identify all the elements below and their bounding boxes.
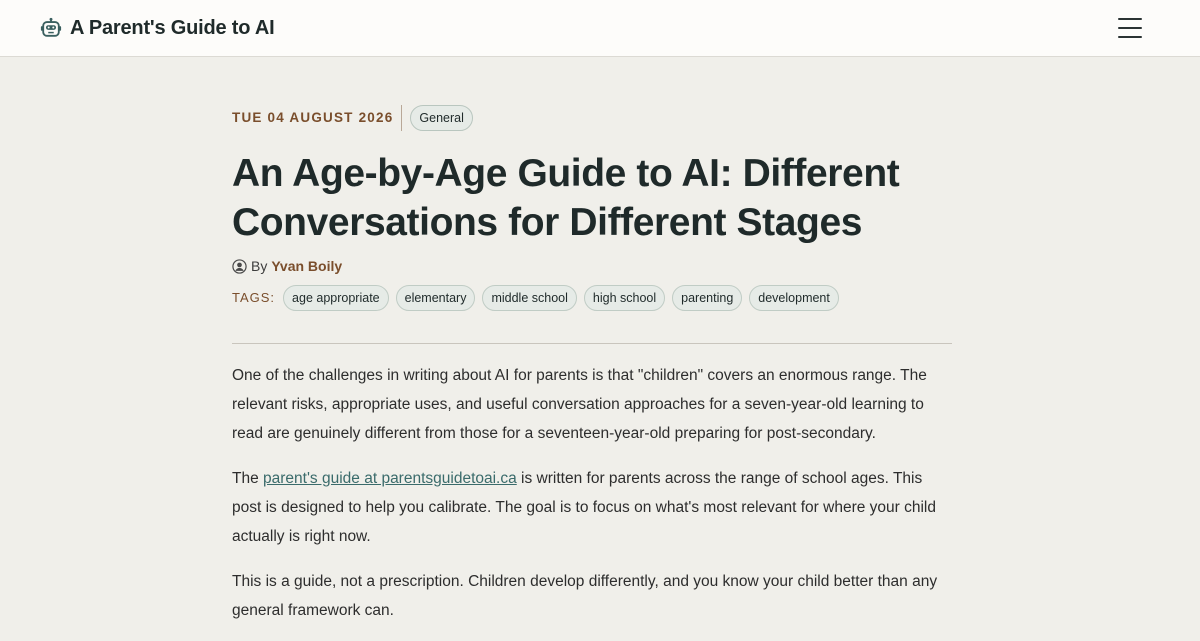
paragraph-text: The (232, 470, 264, 487)
site-header (0, 0, 1200, 57)
paragraph-disclaimer: This is a guide, not a prescription. Children develop differently, and you know your child better than any general framework can. (232, 573, 938, 619)
article-body (232, 361, 952, 625)
site-brand-link[interactable] (40, 14, 274, 42)
article (232, 104, 952, 641)
byline (232, 256, 952, 276)
tag-age-appropriate[interactable]: age appropriate (283, 285, 389, 311)
menu-line (1118, 18, 1142, 20)
robot-icon (40, 17, 62, 39)
parents-guide-link[interactable]: parent's guide at parentsguidetoai.ca (263, 470, 517, 487)
content-divider (232, 343, 952, 344)
tag-high-school[interactable]: high school (584, 285, 665, 311)
article-title: An Age-by-Age Guide to AI: Different Conversations for Different Stages (232, 152, 900, 244)
post-date: TUE 04 AUGUST 2026 (232, 110, 394, 125)
site-title: A Parent's Guide to AI (70, 16, 275, 39)
byline-prefix: By (251, 258, 268, 274)
tag-parenting[interactable]: parenting (672, 285, 742, 311)
author-link[interactable]: Yvan Boily (271, 258, 343, 274)
menu-line (1118, 36, 1142, 38)
article-meta (232, 104, 952, 131)
hamburger-menu-icon[interactable] (1117, 16, 1145, 40)
paragraph-intro: One of the challenges in writing about AI for parents is that "children" covers an enormous range. The relevant risks, appropriate uses, and useful conversation approaches for a seven-year-old learning to read are genuinely different from those for a seventeen-year-old preparing for post-secondary. (232, 367, 927, 442)
paragraph-guide (232, 464, 952, 551)
tag-middle-school[interactable]: middle school (482, 285, 576, 311)
tag-elementary[interactable]: elementary (396, 285, 476, 311)
paragraph-text: is written for parents across the range of school ages. This post is designed to help you calibrate. The goal is to focus on what's most relevant for where your child actually is right now. (232, 470, 937, 545)
category-badge[interactable]: General (410, 105, 472, 131)
user-circle-icon (232, 259, 251, 274)
tags-label: TAGS: (232, 290, 276, 305)
meta-divider (401, 105, 402, 131)
tags-row (232, 284, 952, 311)
menu-line (1118, 27, 1142, 29)
tag-development[interactable]: development (749, 285, 839, 311)
